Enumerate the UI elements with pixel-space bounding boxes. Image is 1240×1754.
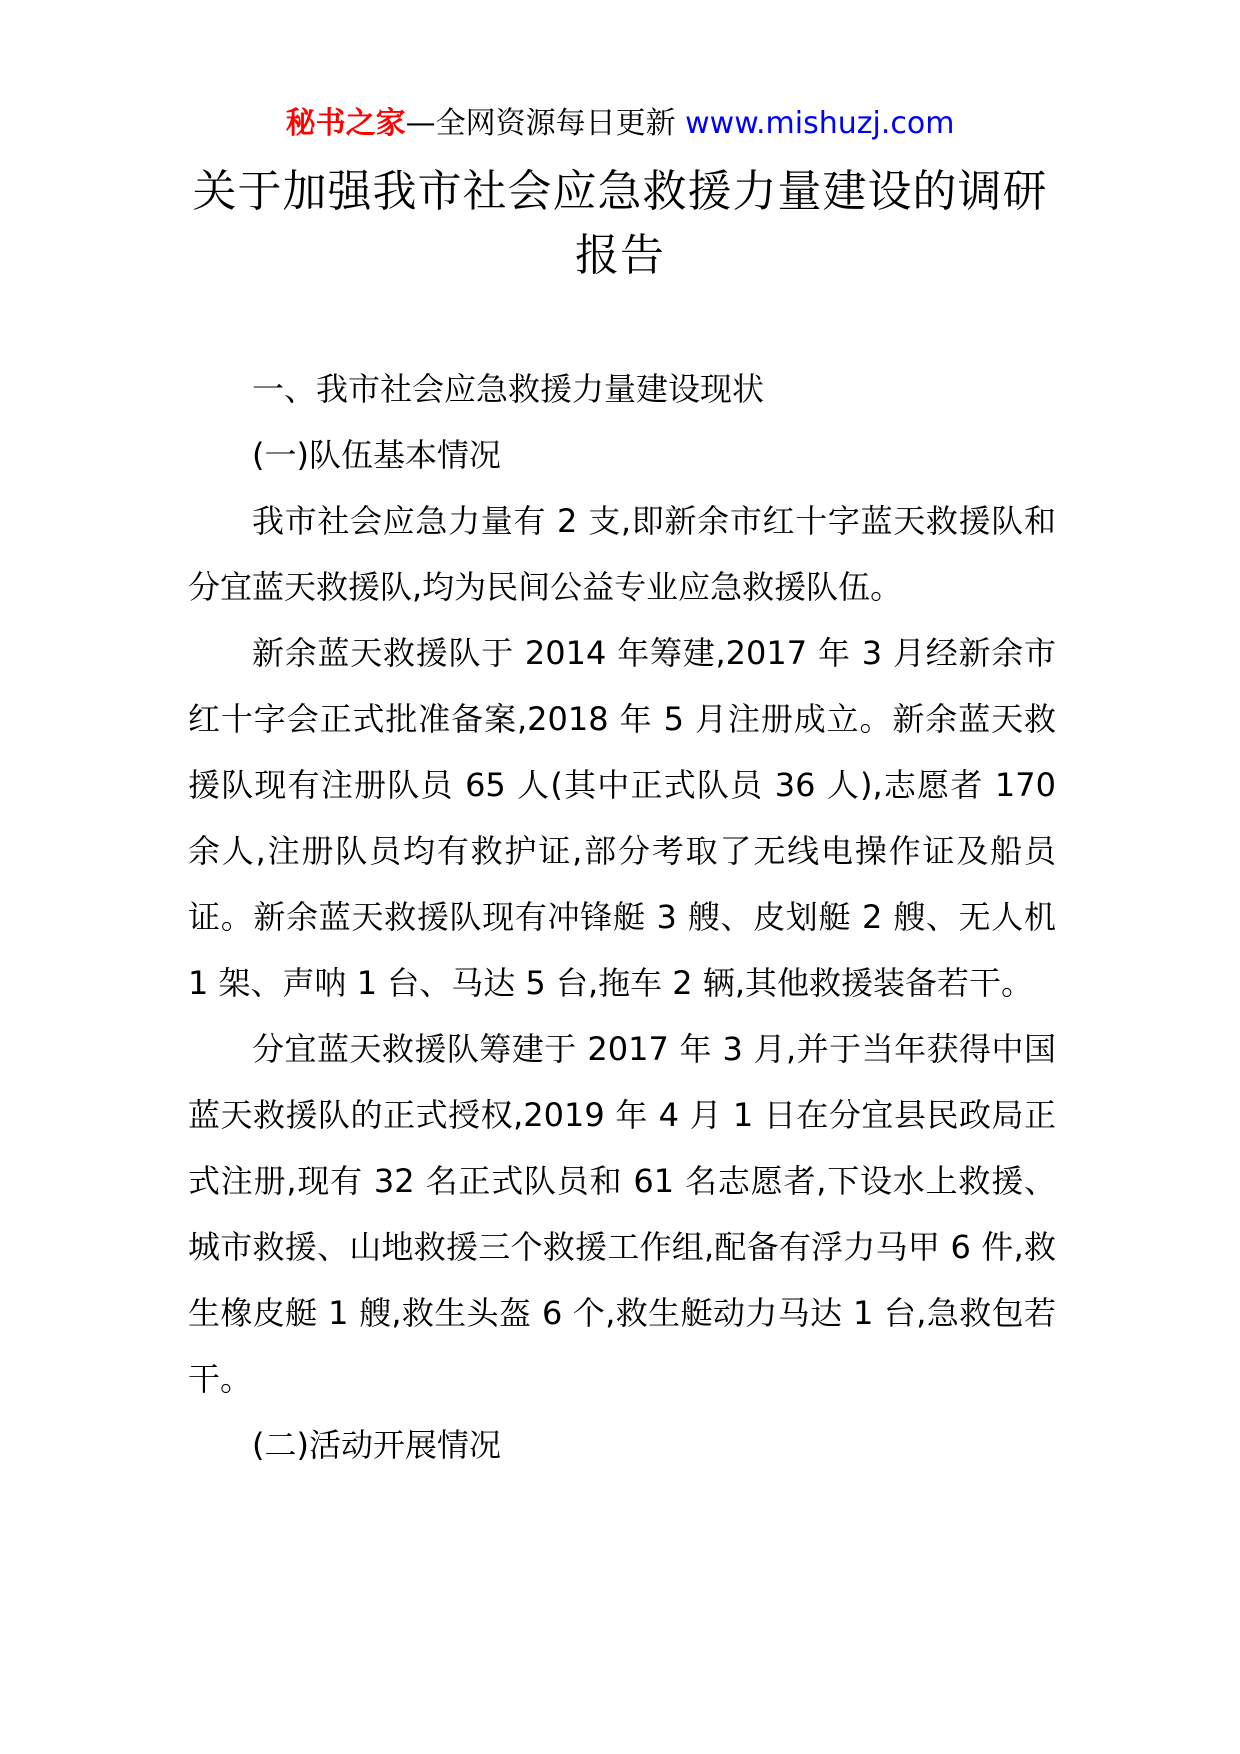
site-url-link[interactable]: www.mishuzj.com — [685, 106, 955, 141]
subsection-heading: (二)活动开展情况 — [252, 1426, 501, 1464]
document-body — [188, 356, 1056, 1478]
document-title: 关于加强我市社会应急救援力量建设的调研报告 — [192, 166, 1048, 281]
section-heading: 一、我市社会应急救援力量建设现状 — [252, 370, 765, 408]
banner-slogan: —全网资源每日更新 — [405, 106, 686, 141]
body-paragraph: 分宜蓝天救援队筹建于 2017 年 3 月,并于当年获得中国蓝天救援队的正式授权,2019 年 4 月 1 日在分宜县民政局正式注册,现有 32 名正式队员和 61 名志愿者,下设水上救援、城市救援、山地救援三个救援工作组,配备有浮力马甲 6 件,救生橡皮艇 1 艘,救生头盔 6 个,救生艇动力马达 1 台,急救包若干。 — [188, 1030, 1056, 1398]
body-paragraph: 新余蓝天救援队于 2014 年筹建,2017 年 3 月经新余市红十字会正式批准备案,2018 年 5 月注册成立。新余蓝天救援队现有注册队员 65 人(其中正式队员 36 人),志愿者 170 余人,注册队员均有救护证,部分考取了无线电操作证及船员证。新余蓝天救援队现有冲锋艇 3 艘、皮划艇 2 艘、无人机 1 架、声呐 1 台、马达 5 台,拖车 2 辆,其他救援装备若干。 — [188, 634, 1056, 1002]
site-banner — [0, 102, 1240, 146]
brand-name: 秘书之家 — [285, 106, 406, 141]
subsection-heading: (一)队伍基本情况 — [252, 436, 501, 474]
body-paragraph: 我市社会应急力量有 2 支,即新余市红十字蓝天救援队和分宜蓝天救援队,均为民间公益专业应急救援队伍。 — [188, 502, 1056, 606]
